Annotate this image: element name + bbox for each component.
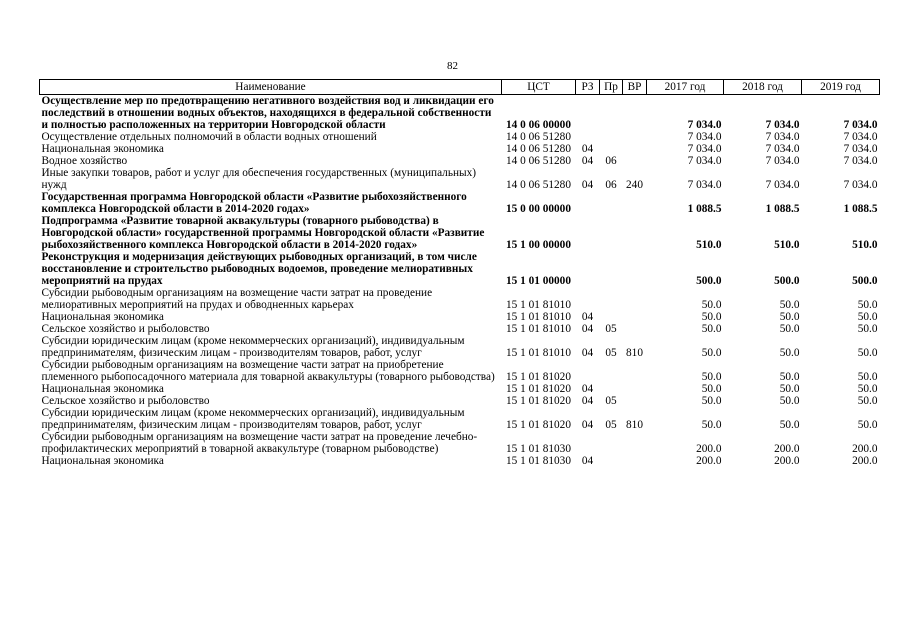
table-row — [40, 167, 880, 191]
row-pr — [600, 251, 623, 287]
row-2017: 50.0 — [701, 395, 722, 407]
row-2019: 7 034.0 — [843, 119, 878, 131]
row-2019: 7 034.0 — [843, 155, 878, 167]
row-2018: 7 034.0 — [765, 155, 800, 167]
row-pr — [600, 359, 623, 383]
table-row — [40, 323, 880, 335]
row-cst: 15 1 01 81010 — [506, 299, 571, 311]
row-vr — [623, 95, 647, 132]
row-name: Субсидии рыбоводным организациям на возмещение части затрат на проведение лечебно-профилактических мероприятий в товарной аквакультуре (товарном рыбоводстве) — [41, 431, 478, 455]
row-2018: 7 034.0 — [765, 179, 800, 191]
row-2019: 200.0 — [852, 443, 878, 455]
row-name: Сельское хозяйство и рыболовство — [41, 323, 210, 335]
table-row — [40, 335, 880, 359]
row-2019: 7 034.0 — [843, 131, 878, 143]
table-body — [40, 95, 880, 468]
row-2017: 7 034.0 — [687, 119, 722, 131]
row-vr: 240 — [626, 179, 643, 191]
row-2018: 200.0 — [774, 455, 800, 467]
row-2017: 1 088.5 — [687, 203, 722, 215]
table-row — [40, 455, 880, 467]
row-2019: 50.0 — [857, 371, 878, 383]
row-2017: 200.0 — [696, 443, 722, 455]
row-2018: 50.0 — [779, 323, 800, 335]
row-2017: 50.0 — [701, 419, 722, 431]
header-2019: 2019 год — [802, 80, 880, 95]
row-vr — [623, 311, 647, 323]
row-rz — [576, 359, 600, 383]
row-2019: 50.0 — [857, 383, 878, 395]
table-row — [40, 131, 880, 143]
row-rz — [576, 287, 600, 311]
row-2019: 50.0 — [857, 323, 878, 335]
row-cst: 14 0 06 51280 — [506, 179, 571, 191]
table-header — [40, 80, 880, 95]
row-2017: 7 034.0 — [687, 131, 722, 143]
row-rz: 04 — [581, 419, 594, 431]
row-2018: 50.0 — [779, 419, 800, 431]
row-rz: 04 — [581, 347, 594, 359]
row-2018: 50.0 — [779, 383, 800, 395]
row-rz: 04 — [581, 383, 594, 395]
budget-table — [39, 79, 880, 467]
header-rz: РЗ — [576, 80, 600, 95]
table-row — [40, 287, 880, 311]
row-vr — [623, 383, 647, 395]
table-row — [40, 407, 880, 431]
table-row — [40, 251, 880, 287]
row-pr — [600, 311, 623, 323]
row-2018: 200.0 — [774, 443, 800, 455]
row-cst: 15 1 01 81010 — [506, 347, 571, 359]
row-name: Субсидии рыбоводным организациям на возмещение части затрат на проведение мелиоративных мероприятий на прудах и обводненных карьерах — [41, 287, 433, 311]
row-pr — [600, 131, 623, 143]
row-cst: 15 1 01 81020 — [506, 395, 571, 407]
row-rz: 04 — [581, 143, 594, 155]
row-name: Национальная экономика — [41, 311, 164, 323]
row-pr — [600, 455, 623, 467]
row-2017: 7 034.0 — [687, 179, 722, 191]
row-name: Субсидии юридическим лицам (кроме некоммерческих организаций), индивидуальным предпринимателям, физическим лицам - производителям товаров, работ, услуг — [41, 407, 465, 431]
row-vr — [623, 143, 647, 155]
row-cst: 14 0 06 00000 — [506, 119, 571, 131]
row-2018: 50.0 — [779, 395, 800, 407]
row-vr — [623, 359, 647, 383]
row-rz: 04 — [581, 311, 594, 323]
row-2019: 50.0 — [857, 299, 878, 311]
row-pr: 06 — [605, 155, 617, 167]
row-rz: 04 — [581, 179, 594, 191]
row-name: Реконструкция и модернизация действующих рыбоводных организаций, в том числе восстановление и строительство рыбоводных водоемов, проведение мелиоративных мероприятий на прудах — [41, 251, 477, 287]
row-2017: 50.0 — [701, 323, 722, 335]
table-row — [40, 95, 880, 132]
table-row — [40, 431, 880, 455]
table-row — [40, 155, 880, 167]
row-name: Национальная экономика — [41, 383, 164, 395]
row-2019: 50.0 — [857, 419, 878, 431]
row-name: Иные закупки товаров, работ и услуг для обеспечения государственных (муниципальных) нужд — [41, 167, 477, 191]
row-2019: 7 034.0 — [843, 179, 878, 191]
header-vr: ВР — [623, 80, 647, 95]
row-pr — [600, 431, 623, 455]
row-vr: 810 — [626, 419, 643, 431]
row-cst: 14 0 06 51280 — [506, 131, 571, 143]
row-2017: 7 034.0 — [687, 155, 722, 167]
row-rz — [576, 431, 600, 455]
row-2017: 50.0 — [701, 347, 722, 359]
row-name: Субсидии юридическим лицам (кроме некоммерческих организаций), индивидуальным предпринимателям, физическим лицам - производителям товаров, работ, услуг — [41, 335, 465, 359]
row-rz — [576, 251, 600, 287]
row-cst: 15 1 01 81030 — [506, 443, 571, 455]
table-row — [40, 191, 880, 215]
row-vr — [623, 287, 647, 311]
row-cst: 15 1 00 00000 — [506, 239, 571, 251]
row-rz — [576, 131, 600, 143]
row-2019: 50.0 — [857, 347, 878, 359]
row-2018: 510.0 — [774, 239, 800, 251]
row-2017: 500.0 — [696, 275, 722, 287]
row-pr — [600, 215, 623, 251]
row-vr — [623, 215, 647, 251]
header-cst: ЦСТ — [502, 80, 576, 95]
row-vr: 810 — [626, 347, 643, 359]
row-2018: 500.0 — [774, 275, 800, 287]
row-cst: 15 1 01 81010 — [506, 323, 571, 335]
row-2018: 7 034.0 — [765, 119, 800, 131]
row-pr — [600, 287, 623, 311]
row-rz — [576, 95, 600, 132]
header-2017: 2017 год — [647, 80, 724, 95]
row-cst: 15 0 00 00000 — [506, 203, 571, 215]
header-name: Наименование — [40, 80, 502, 95]
row-cst: 15 1 01 81020 — [506, 371, 571, 383]
row-name: Осуществление мер по предотвращению негативного воздействия вод и ликвидации его последствий в отношении водных объектов, находящихся в федеральной собственности и полностью расположенных на территории Новгородской области — [41, 95, 494, 131]
row-pr: 05 — [605, 347, 617, 359]
row-2017: 50.0 — [701, 299, 722, 311]
row-2018: 50.0 — [779, 311, 800, 323]
row-vr — [623, 191, 647, 215]
row-cst: 14 0 06 51280 — [506, 143, 571, 155]
row-pr — [600, 143, 623, 155]
row-name: Субсидии рыбоводным организациям на возмещение части затрат на приобретение племенного рыбопосадочного материала для товарной аквакультуры (товарного рыбоводства) — [41, 359, 495, 383]
row-name: Сельское хозяйство и рыболовство — [41, 395, 210, 407]
row-vr — [623, 431, 647, 455]
row-vr — [623, 395, 647, 407]
row-name: Национальная экономика — [41, 455, 164, 467]
row-pr — [600, 383, 623, 395]
row-pr: 06 — [605, 179, 617, 191]
row-2018: 50.0 — [779, 347, 800, 359]
row-cst: 15 1 01 81010 — [506, 311, 571, 323]
row-name: Подпрограмма «Развитие товарной аквакультуры (товарного рыбоводства) в Новгородской области» государственной программы Новгородской области «Развитие рыбохозяйственного комплекса Новгородской области в 2014-2020 годах» — [41, 215, 485, 251]
table-row — [40, 311, 880, 323]
row-2017: 510.0 — [696, 239, 722, 251]
row-2018: 7 034.0 — [765, 143, 800, 155]
row-rz — [576, 191, 600, 215]
table-row — [40, 143, 880, 155]
row-pr: 05 — [605, 323, 617, 335]
row-2019: 50.0 — [857, 395, 878, 407]
row-2019: 500.0 — [852, 275, 878, 287]
row-2019: 7 034.0 — [843, 143, 878, 155]
row-2019: 200.0 — [852, 455, 878, 467]
row-2017: 50.0 — [701, 311, 722, 323]
row-name: Осуществление отдельных полномочий в области водных отношений — [41, 131, 377, 143]
header-2018: 2018 год — [724, 80, 802, 95]
table-row — [40, 383, 880, 395]
row-rz: 04 — [581, 323, 594, 335]
row-vr — [623, 155, 647, 167]
table-row — [40, 215, 880, 251]
row-vr — [623, 131, 647, 143]
row-vr — [623, 323, 647, 335]
row-pr: 05 — [605, 395, 617, 407]
page-number: 82 — [447, 60, 458, 72]
row-cst: 15 1 01 00000 — [506, 275, 571, 287]
row-2019: 50.0 — [857, 311, 878, 323]
row-2018: 7 034.0 — [765, 131, 800, 143]
row-cst: 15 1 01 81030 — [506, 455, 571, 467]
row-rz — [576, 215, 600, 251]
row-pr — [600, 95, 623, 132]
row-2017: 200.0 — [696, 455, 722, 467]
row-2019: 1 088.5 — [843, 203, 878, 215]
table-row — [40, 395, 880, 407]
row-2019: 510.0 — [852, 239, 878, 251]
header-pr: Пр — [600, 80, 623, 95]
row-2018: 50.0 — [779, 371, 800, 383]
table-row — [40, 359, 880, 383]
row-vr — [623, 251, 647, 287]
row-name: Государственная программа Новгородской области «Развитие рыбохозяйственного комплекса Новгородской области в 2014-2020 годах» — [41, 191, 467, 215]
row-2017: 50.0 — [701, 383, 722, 395]
row-name: Водное хозяйство — [41, 155, 128, 167]
row-cst: 15 1 01 81020 — [506, 419, 571, 431]
row-pr — [600, 191, 623, 215]
row-rz: 04 — [581, 155, 594, 167]
row-cst: 14 0 06 51280 — [506, 155, 571, 167]
row-pr: 05 — [605, 419, 617, 431]
row-2017: 7 034.0 — [687, 143, 722, 155]
row-vr — [623, 455, 647, 467]
row-cst: 15 1 01 81020 — [506, 383, 571, 395]
row-rz: 04 — [581, 455, 594, 467]
row-2017: 50.0 — [701, 371, 722, 383]
row-rz: 04 — [581, 395, 594, 407]
row-2018: 50.0 — [779, 299, 800, 311]
row-name: Национальная экономика — [41, 143, 164, 155]
row-2018: 1 088.5 — [765, 203, 800, 215]
